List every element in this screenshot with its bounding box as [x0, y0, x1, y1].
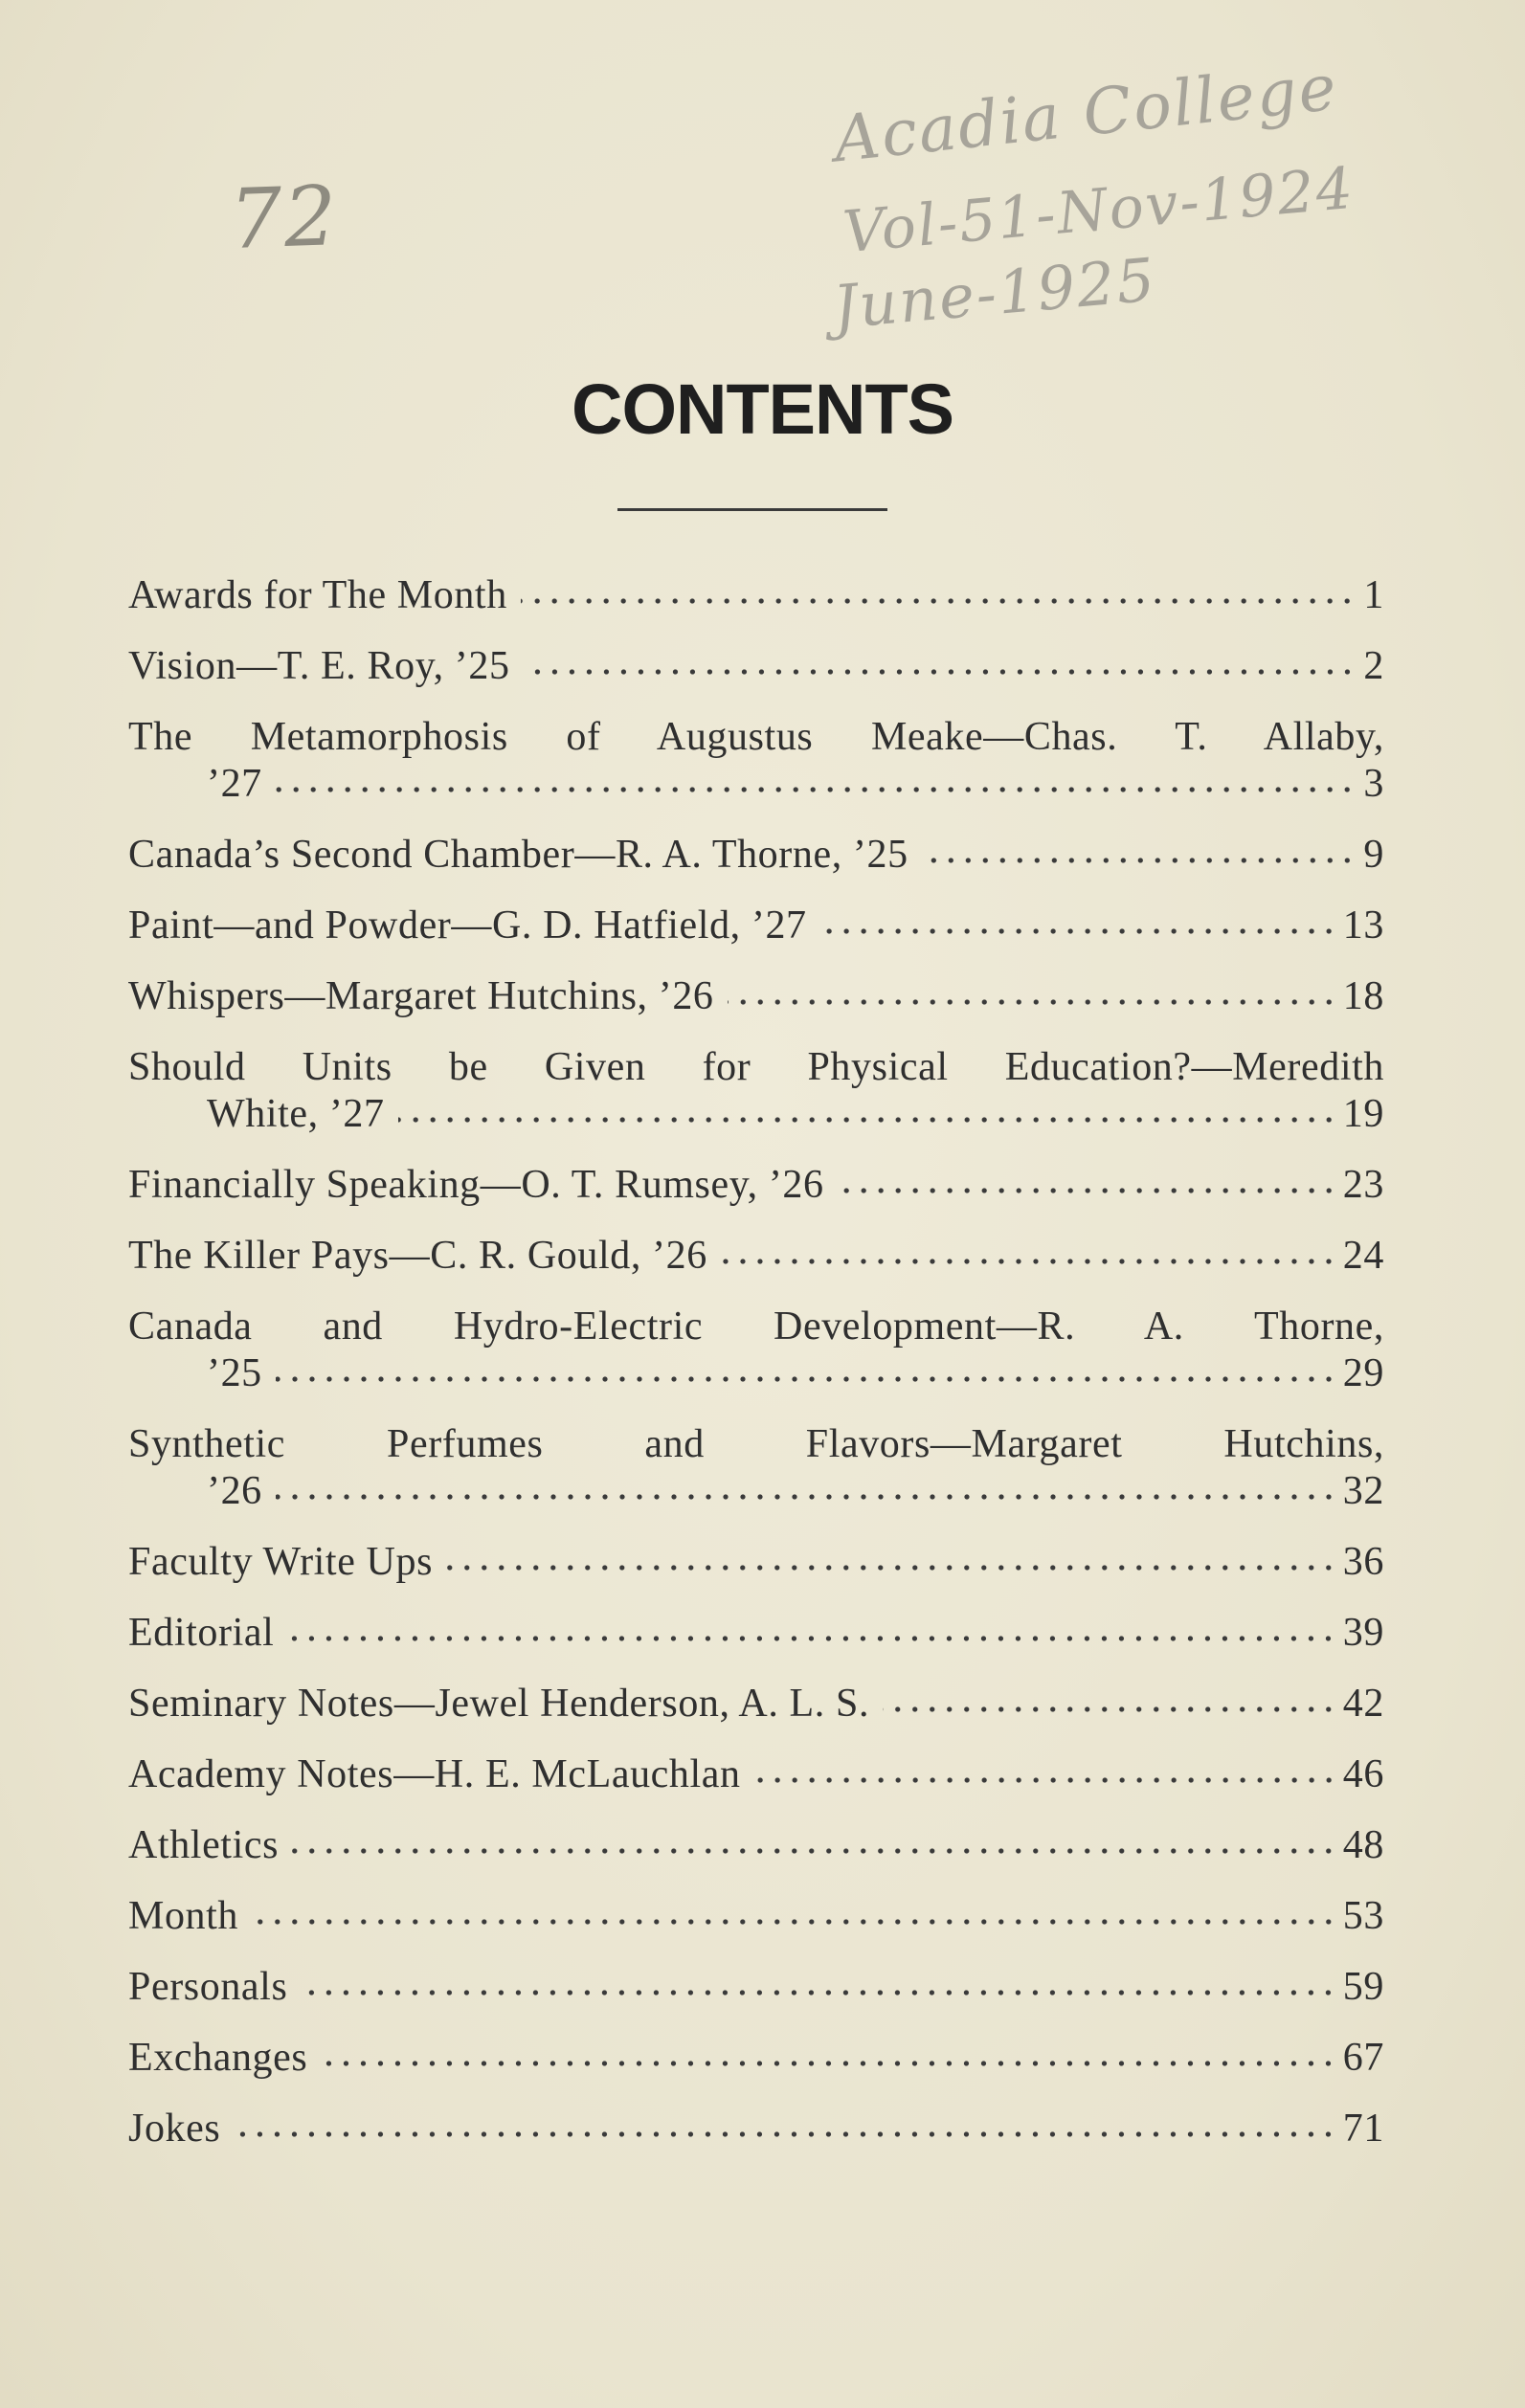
- entry-title: Academy Notes—H. E. McLauchlan: [128, 1752, 741, 1796]
- title-divider: [617, 508, 887, 511]
- dot-leader: [276, 1374, 1337, 1384]
- entry-title: Vision—T. E. Roy, ’25: [128, 644, 510, 688]
- page-number: 53: [1342, 1894, 1384, 1938]
- entry-title: Jokes: [128, 2107, 221, 2151]
- page-number: 13: [1342, 903, 1384, 948]
- entry-line: [128, 973, 1384, 1020]
- contents-entry: [128, 1421, 1384, 1515]
- entry-line: [128, 1468, 1384, 1515]
- page-number: 3: [1363, 762, 1384, 806]
- page-title: CONTENTS: [572, 369, 953, 449]
- page-number: 23: [1342, 1163, 1384, 1207]
- entry-title: The Killer Pays—C. R. Gould, ’26: [128, 1234, 707, 1278]
- contents-entry: [128, 1539, 1384, 1586]
- entry-line: [128, 1822, 1384, 1869]
- handwritten-note-line-3: June-1925: [830, 244, 1159, 343]
- entry-title: Exchanges: [128, 2036, 308, 2080]
- dot-leader: [728, 997, 1337, 1007]
- contents-entry: [128, 1893, 1384, 1940]
- page-number: 42: [1342, 1682, 1384, 1726]
- dot-leader: [398, 1115, 1337, 1125]
- entry-title: The Metamorphosis of Augustus Meake—Chas. T. Allaby,: [128, 715, 1384, 759]
- contents-entry: [128, 903, 1384, 949]
- contents-entry: [128, 1681, 1384, 1728]
- entry-title: Synthetic Perfumes and Flavors—Margaret Hutchins,: [128, 1422, 1384, 1466]
- entry-title: Seminary Notes—Jewel Henderson, A. L. S.: [128, 1682, 870, 1726]
- entry-title: Month: [128, 1894, 239, 1938]
- entry-line: [128, 1681, 1384, 1728]
- entry-title-continuation: ’25: [207, 1351, 262, 1395]
- dot-leader: [922, 856, 1356, 865]
- entry-title: Canada and Hydro-Electric Development—R. A. Thorne,: [128, 1304, 1384, 1349]
- dot-leader: [252, 1917, 1337, 1927]
- page-number: 46: [1342, 1752, 1384, 1796]
- dot-leader: [234, 2129, 1336, 2139]
- contents-entry: [128, 643, 1384, 690]
- handwritten-note-line-1: Acadia College: [830, 50, 1342, 177]
- dot-leader: [321, 2059, 1336, 2068]
- handwritten-number: 72: [228, 168, 341, 268]
- contents-entry: [128, 1964, 1384, 2011]
- page-number: 19: [1342, 1092, 1384, 1136]
- dot-leader: [820, 926, 1337, 936]
- dot-leader: [754, 1775, 1337, 1785]
- contents-entry: [128, 1233, 1384, 1280]
- entry-line: [128, 1964, 1384, 2011]
- entry-line: [128, 1162, 1384, 1209]
- contents-entry: [128, 1751, 1384, 1798]
- contents-entry: [128, 2106, 1384, 2152]
- entry-title: Financially Speaking—O. T. Rumsey, ’26: [128, 1163, 824, 1207]
- contents-entry: [128, 1304, 1384, 1397]
- entry-title-continuation: ’27: [207, 762, 262, 806]
- entry-title: Whispers—Margaret Hutchins, ’26: [128, 974, 714, 1018]
- entry-line: [128, 1091, 1384, 1138]
- dot-leader: [292, 1846, 1337, 1856]
- contents-entry: [128, 1162, 1384, 1209]
- entry-title: Awards for The Month: [128, 573, 507, 617]
- entry-line: [128, 1233, 1384, 1280]
- contents-entry: [128, 973, 1384, 1020]
- dot-leader: [276, 1492, 1337, 1502]
- page-number: 29: [1342, 1351, 1384, 1395]
- contents-entry: [128, 714, 1384, 808]
- entry-line: [128, 1350, 1384, 1397]
- contents-list: [128, 572, 1384, 2176]
- dot-leader: [721, 1257, 1337, 1266]
- page-number: 1: [1363, 573, 1384, 617]
- handwritten-note-line-2: Vol-51-Nov-1924: [840, 154, 1357, 267]
- entry-line: [128, 903, 1384, 949]
- entry-title: Editorial: [128, 1611, 275, 1655]
- entry-line: [128, 1893, 1384, 1940]
- page-number: 48: [1342, 1823, 1384, 1867]
- dot-leader: [276, 785, 1356, 794]
- dot-leader: [524, 667, 1356, 677]
- page-number: 24: [1342, 1234, 1384, 1278]
- contents-entry: [128, 832, 1384, 879]
- entry-title: Faculty Write Ups: [128, 1540, 434, 1584]
- dot-leader: [521, 596, 1356, 606]
- dot-leader: [287, 1634, 1336, 1643]
- entry-title: Canada’s Second Chamber—R. A. Thorne, ’25: [128, 833, 908, 877]
- entry-line: [128, 2106, 1384, 2152]
- entry-line: [128, 1610, 1384, 1657]
- contents-entry: [128, 1610, 1384, 1657]
- entry-title: Should Units be Given for Physical Education?—Meredith: [128, 1045, 1384, 1089]
- dot-leader: [301, 1988, 1336, 1997]
- entry-title: Personals: [128, 1965, 288, 2009]
- page-number: 71: [1342, 2107, 1384, 2151]
- entry-title: Athletics: [128, 1823, 280, 1867]
- entry-title: Paint—and Powder—G. D. Hatfield, ’27: [128, 903, 807, 948]
- page-number: 2: [1363, 644, 1384, 688]
- entry-title-continuation: ’26: [207, 1469, 262, 1513]
- entry-title-continuation: White, ’27: [207, 1092, 385, 1136]
- page-number: 9: [1363, 833, 1384, 877]
- contents-entry: [128, 1044, 1384, 1138]
- entry-line: [128, 761, 1384, 808]
- entry-line: [128, 643, 1384, 690]
- page-number: 39: [1342, 1611, 1384, 1655]
- page-number: 36: [1342, 1540, 1384, 1584]
- page-number: 18: [1342, 974, 1384, 1018]
- entry-line: [128, 1751, 1384, 1798]
- entry-line: [128, 832, 1384, 879]
- dot-leader: [883, 1705, 1337, 1714]
- page-number: 59: [1342, 1965, 1384, 2009]
- entry-line: [128, 572, 1384, 619]
- entry-line: [128, 1539, 1384, 1586]
- contents-entry: [128, 1822, 1384, 1869]
- dot-leader: [446, 1563, 1337, 1572]
- contents-entry: [128, 572, 1384, 619]
- page-number: 67: [1342, 2036, 1384, 2080]
- dot-leader: [838, 1186, 1337, 1195]
- entry-line: [128, 2035, 1384, 2082]
- page-number: 32: [1342, 1469, 1384, 1513]
- contents-entry: [128, 2035, 1384, 2082]
